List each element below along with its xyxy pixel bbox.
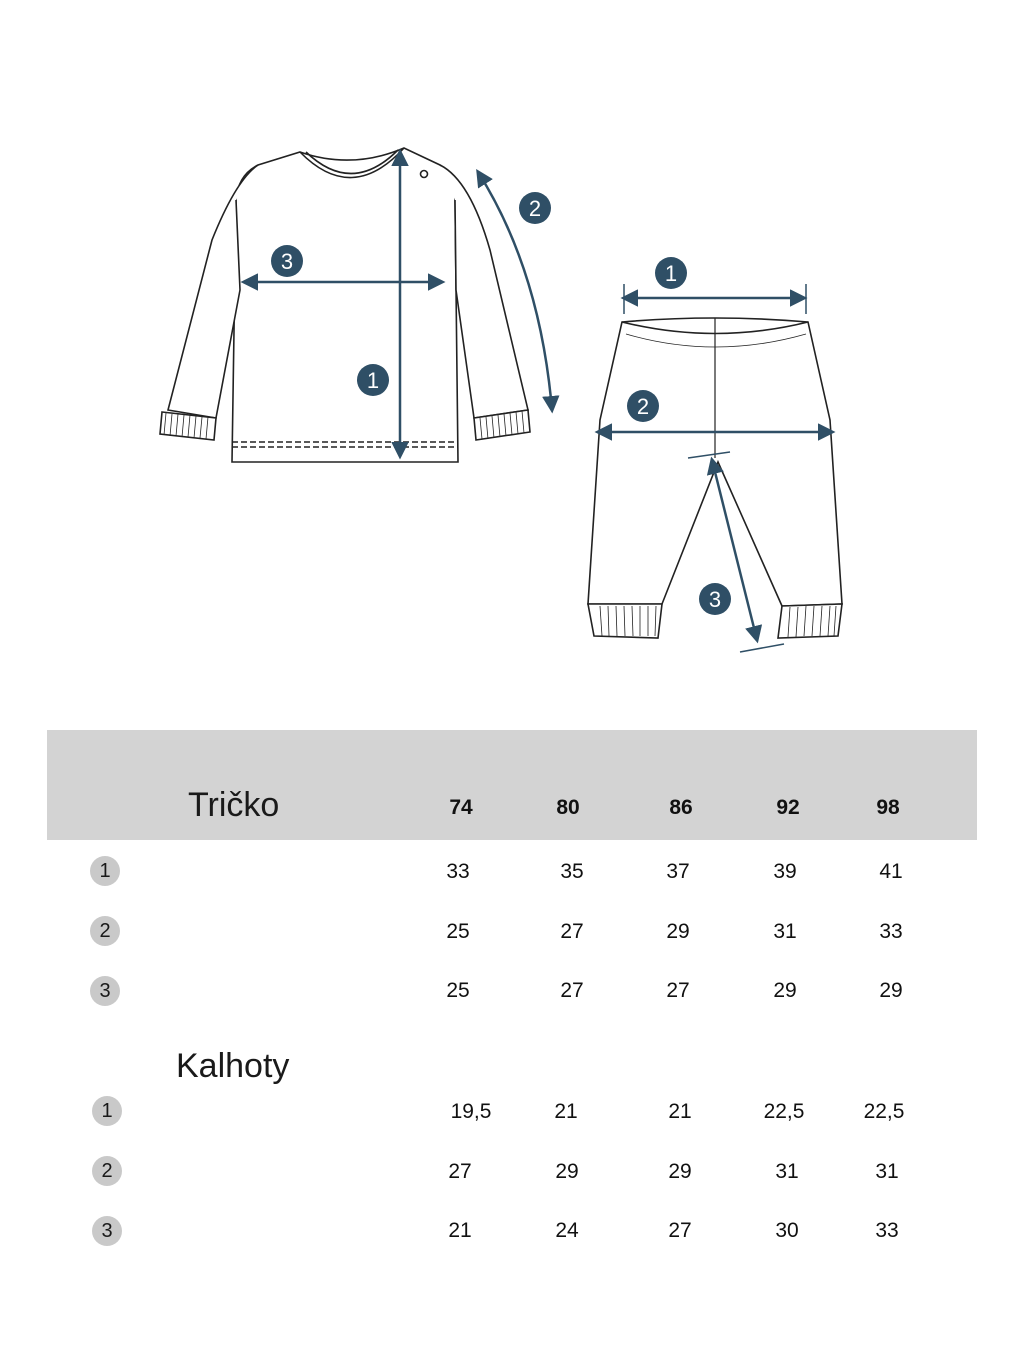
svg-text:3: 3 [280, 249, 294, 274]
row-number-badge: 1 [90, 856, 120, 886]
table-cell: 22,5 [763, 1100, 805, 1123]
size-header-74: 74 [449, 796, 473, 819]
shirt-width-badge [271, 245, 303, 277]
table-cell: 27 [560, 920, 584, 943]
table-cell: 31 [875, 1160, 899, 1183]
table-cell: 22,5 [863, 1100, 905, 1123]
size-header-80: 80 [556, 796, 580, 819]
table-cell: 29 [879, 979, 903, 1002]
table-cell: 27 [668, 1219, 692, 1242]
row-number-badge: 3 [92, 1216, 122, 1246]
table-cell: 41 [879, 860, 903, 883]
table-cell: 29 [668, 1160, 692, 1183]
svg-text:3: 3 [708, 587, 722, 612]
row-number-badge: 1 [92, 1096, 122, 1126]
row-number-badge: 3 [90, 976, 120, 1006]
pants-hip-badge [627, 390, 659, 422]
table-cell: 29 [773, 979, 797, 1002]
tricko-title: Tričko [188, 786, 280, 824]
table-cell: 33 [446, 860, 470, 883]
table-cell: 30 [775, 1219, 799, 1242]
table-cell: 35 [560, 860, 584, 883]
table-cell: 21 [668, 1100, 692, 1123]
pants-inseam-badge [699, 583, 731, 615]
pants-waist-badge [655, 257, 687, 289]
size-header-92: 92 [776, 796, 800, 819]
svg-text:1: 1 [366, 368, 380, 393]
table-cell: 27 [560, 979, 584, 1002]
table-cell: 29 [555, 1160, 579, 1183]
table-cell: 25 [446, 979, 470, 1002]
table-cell: 25 [446, 920, 470, 943]
table-cell: 33 [879, 920, 903, 943]
svg-text:2: 2 [528, 196, 542, 221]
table-cell: 31 [773, 920, 797, 943]
shirt-length-badge [357, 364, 389, 396]
table-cell: 39 [773, 860, 797, 883]
table-cell: 19,5 [450, 1100, 492, 1123]
table-cell: 24 [555, 1219, 579, 1242]
table-cell: 27 [448, 1160, 472, 1183]
table-cell: 21 [448, 1219, 472, 1242]
kalhoty-title: Kalhoty [176, 1047, 290, 1085]
table-cell: 37 [666, 860, 690, 883]
svg-text:1: 1 [664, 261, 678, 286]
shirt-sleeve-badge [519, 192, 551, 224]
size-header-98: 98 [876, 796, 900, 819]
table-cell: 29 [666, 920, 690, 943]
row-number-badge: 2 [92, 1156, 122, 1186]
table-cell: 27 [666, 979, 690, 1002]
table-cell: 21 [554, 1100, 578, 1123]
table-cell: 33 [875, 1219, 899, 1242]
row-number-badge: 2 [90, 916, 120, 946]
size-header-86: 86 [669, 796, 693, 819]
svg-text:2: 2 [636, 394, 650, 419]
size-table-header-band [47, 730, 977, 840]
table-cell: 31 [775, 1160, 799, 1183]
shirt-drawing [160, 148, 530, 462]
